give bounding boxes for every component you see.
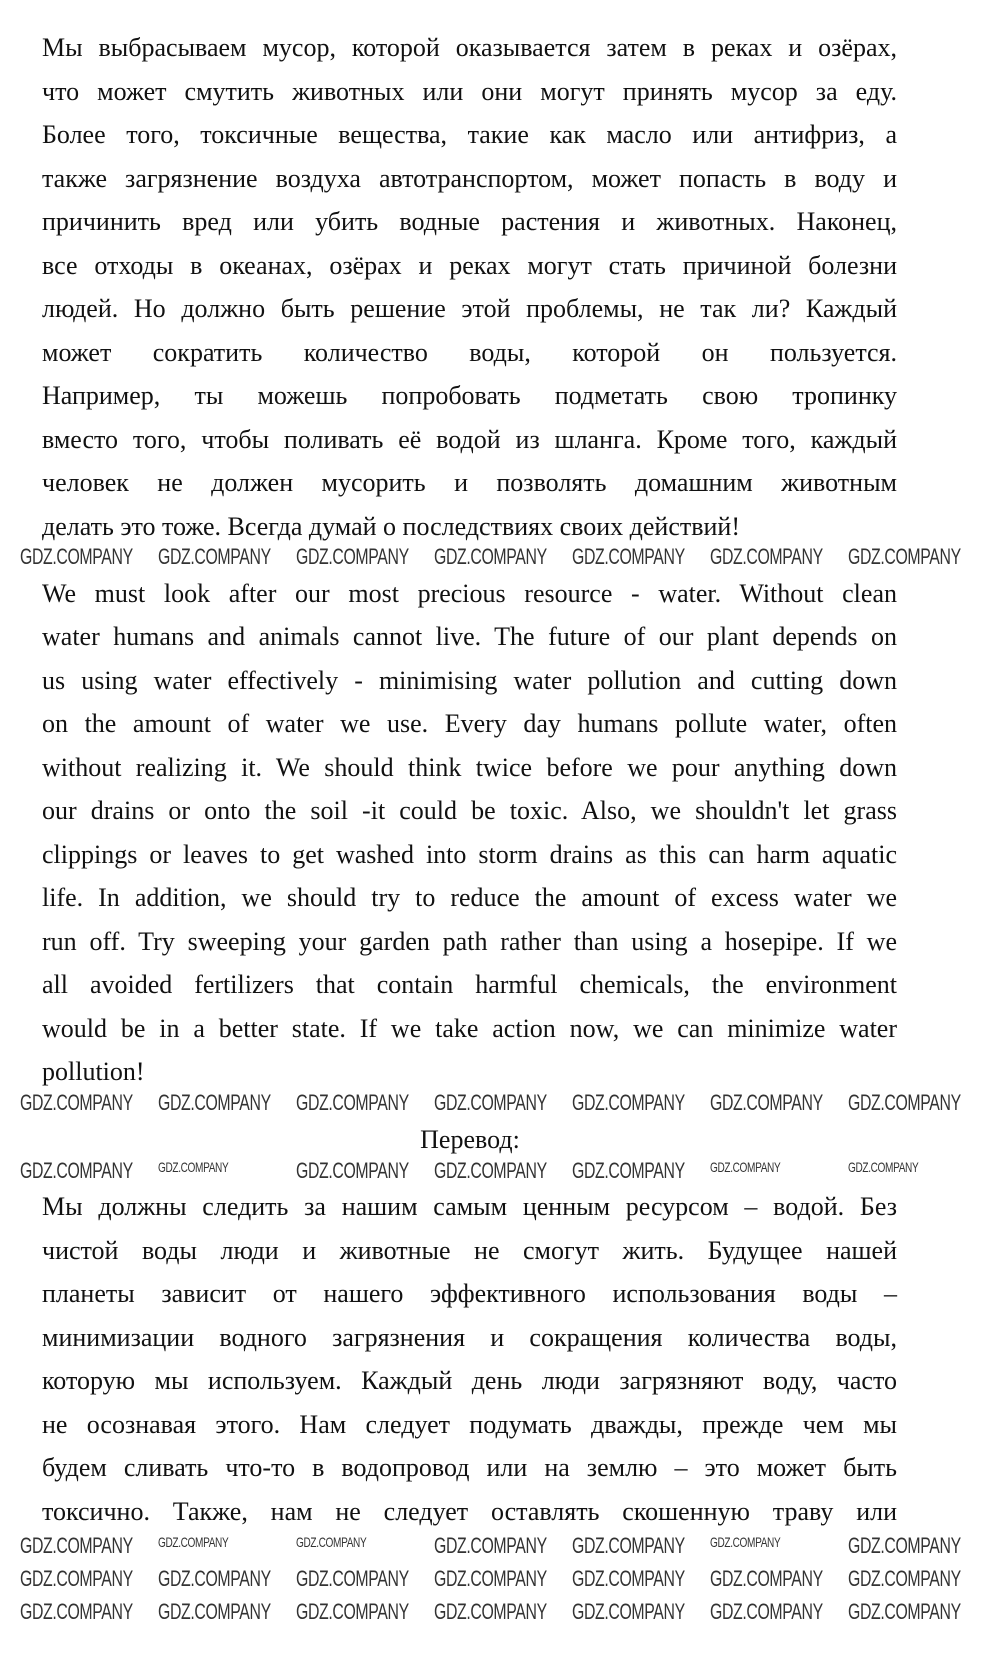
watermark: GDZ.COMPANY [710,1090,823,1115]
watermark: GDZ.COMPANY [296,1158,409,1183]
text-line: токсично. Также, нам не следует оставлять скошенную траву или [42,1497,897,1526]
watermark: GDZ.COMPANY [848,1159,919,1175]
text-line: run off. Try sweeping your garden path rather than using a hosepipe. If we [42,927,897,956]
text-line: планеты зависит от нашего эффективного использования воды – [42,1279,897,1308]
watermark: GDZ.COMPANY [710,1566,823,1591]
text-line: может сократить количество воды, которой он пользуется. [42,338,897,367]
watermark: GDZ.COMPANY [572,1599,685,1624]
text-line: on the amount of water we use. Every day humans pollute water, often [42,709,897,738]
watermark: GDZ.COMPANY [434,1566,547,1591]
watermark: GDZ.COMPANY [158,1159,229,1175]
watermark: GDZ.COMPANY [20,1090,133,1115]
text-line: water humans and animals cannot live. The future of our plant depends on [42,622,897,651]
text-line: чистой воды люди и животные не смогут жить. Будущее нашей [42,1236,897,1265]
watermark: GDZ.COMPANY [572,1158,685,1183]
watermark: GDZ.COMPANY [158,1566,271,1591]
watermark: GDZ.COMPANY [434,1599,547,1624]
watermark: GDZ.COMPANY [572,1566,685,1591]
text-line: будем сливать что-то в водопровод или на землю – это может быть [42,1453,897,1482]
text-line: также загрязнение воздуха автотранспортом, может попасть в воду и [42,164,897,193]
watermark: GDZ.COMPANY [710,1599,823,1624]
watermark: GDZ.COMPANY [296,1534,367,1550]
text-line: человек не должен мусорить и позволять домашним животным [42,468,897,497]
watermark: GDZ.COMPANY [158,1534,229,1550]
watermark: GDZ.COMPANY [20,1599,133,1624]
watermark: GDZ.COMPANY [296,1566,409,1591]
translation-heading: Перевод: [420,1125,520,1154]
watermark: GDZ.COMPANY [296,1090,409,1115]
watermark: GDZ.COMPANY [20,544,133,569]
watermark: GDZ.COMPANY [20,1566,133,1591]
text-line: all avoided fertilizers that contain harmful chemicals, the environment [42,970,897,999]
watermark: GDZ.COMPANY [158,1090,271,1115]
text-line: что может смутить животных или они могут принять мусор за еду. [42,77,897,106]
text-line: делать это тоже. Всегда думай о последствиях своих действий! [42,512,740,541]
text-line: не осознавая этого. Нам следует подумать дважды, прежде чем мы [42,1410,897,1439]
text-line: Более того, токсичные вещества, такие как масло или антифриз, а [42,120,897,149]
text-line: Мы выбрасываем мусор, которой оказывается затем в реках и озёрах, [42,33,897,62]
watermark: GDZ.COMPANY [20,1533,133,1558]
watermark: GDZ.COMPANY [158,544,271,569]
watermark: GDZ.COMPANY [434,1090,547,1115]
watermark: GDZ.COMPANY [296,544,409,569]
text-line: would be in a better state. If we take action now, we can minimize water [42,1014,897,1043]
watermark: GDZ.COMPANY [710,544,823,569]
watermark: GDZ.COMPANY [710,1159,781,1175]
text-line: причинить вред или убить водные растения и животных. Наконец, [42,207,897,236]
watermark: GDZ.COMPANY [572,1533,685,1558]
watermark: GDZ.COMPANY [20,1158,133,1183]
watermark: GDZ.COMPANY [848,1599,961,1624]
watermark: GDZ.COMPANY [572,1090,685,1115]
text-line: without realizing it. We should think twice before we pour anything down [42,753,897,782]
text-line: life. In addition, we should try to reduce the amount of excess water we [42,883,897,912]
text-line: Мы должны следить за нашим самым ценным ресурсом – водой. Без [42,1192,897,1221]
watermark: GDZ.COMPANY [434,1533,547,1558]
watermark: GDZ.COMPANY [848,544,961,569]
text-line: людей. Но должно быть решение этой проблемы, не так ли? Каждый [42,294,897,323]
text-line: Например, ты можешь попробовать подметать свою тропинку [42,381,897,410]
text-line: которую мы используем. Каждый день люди загрязняют воду, часто [42,1366,897,1395]
text-line: clippings or leaves to get washed into storm drains as this can harm aquatic [42,840,897,869]
watermark: GDZ.COMPANY [848,1566,961,1591]
text-line: минимизации водного загрязнения и сокращения количества воды, [42,1323,897,1352]
watermark: GDZ.COMPANY [848,1090,961,1115]
text-line: pollution! [42,1057,145,1086]
text-line: вместо того, чтобы поливать её водой из шланга. Кроме того, каждый [42,425,897,454]
watermark: GDZ.COMPANY [434,1158,547,1183]
watermark: GDZ.COMPANY [572,544,685,569]
text-line: us using water effectively - minimising water pollution and cutting down [42,666,897,695]
watermark: GDZ.COMPANY [848,1533,961,1558]
text-line: все отходы в океанах, озёрах и реках могут стать причиной болезни [42,251,897,280]
text-line: our drains or onto the soil -it could be toxic. Also, we shouldn't let grass [42,796,897,825]
watermark: GDZ.COMPANY [296,1599,409,1624]
watermark: GDZ.COMPANY [434,544,547,569]
watermark: GDZ.COMPANY [710,1534,781,1550]
watermark: GDZ.COMPANY [158,1599,271,1624]
text-line: We must look after our most precious resource - water. Without clean [42,579,897,608]
